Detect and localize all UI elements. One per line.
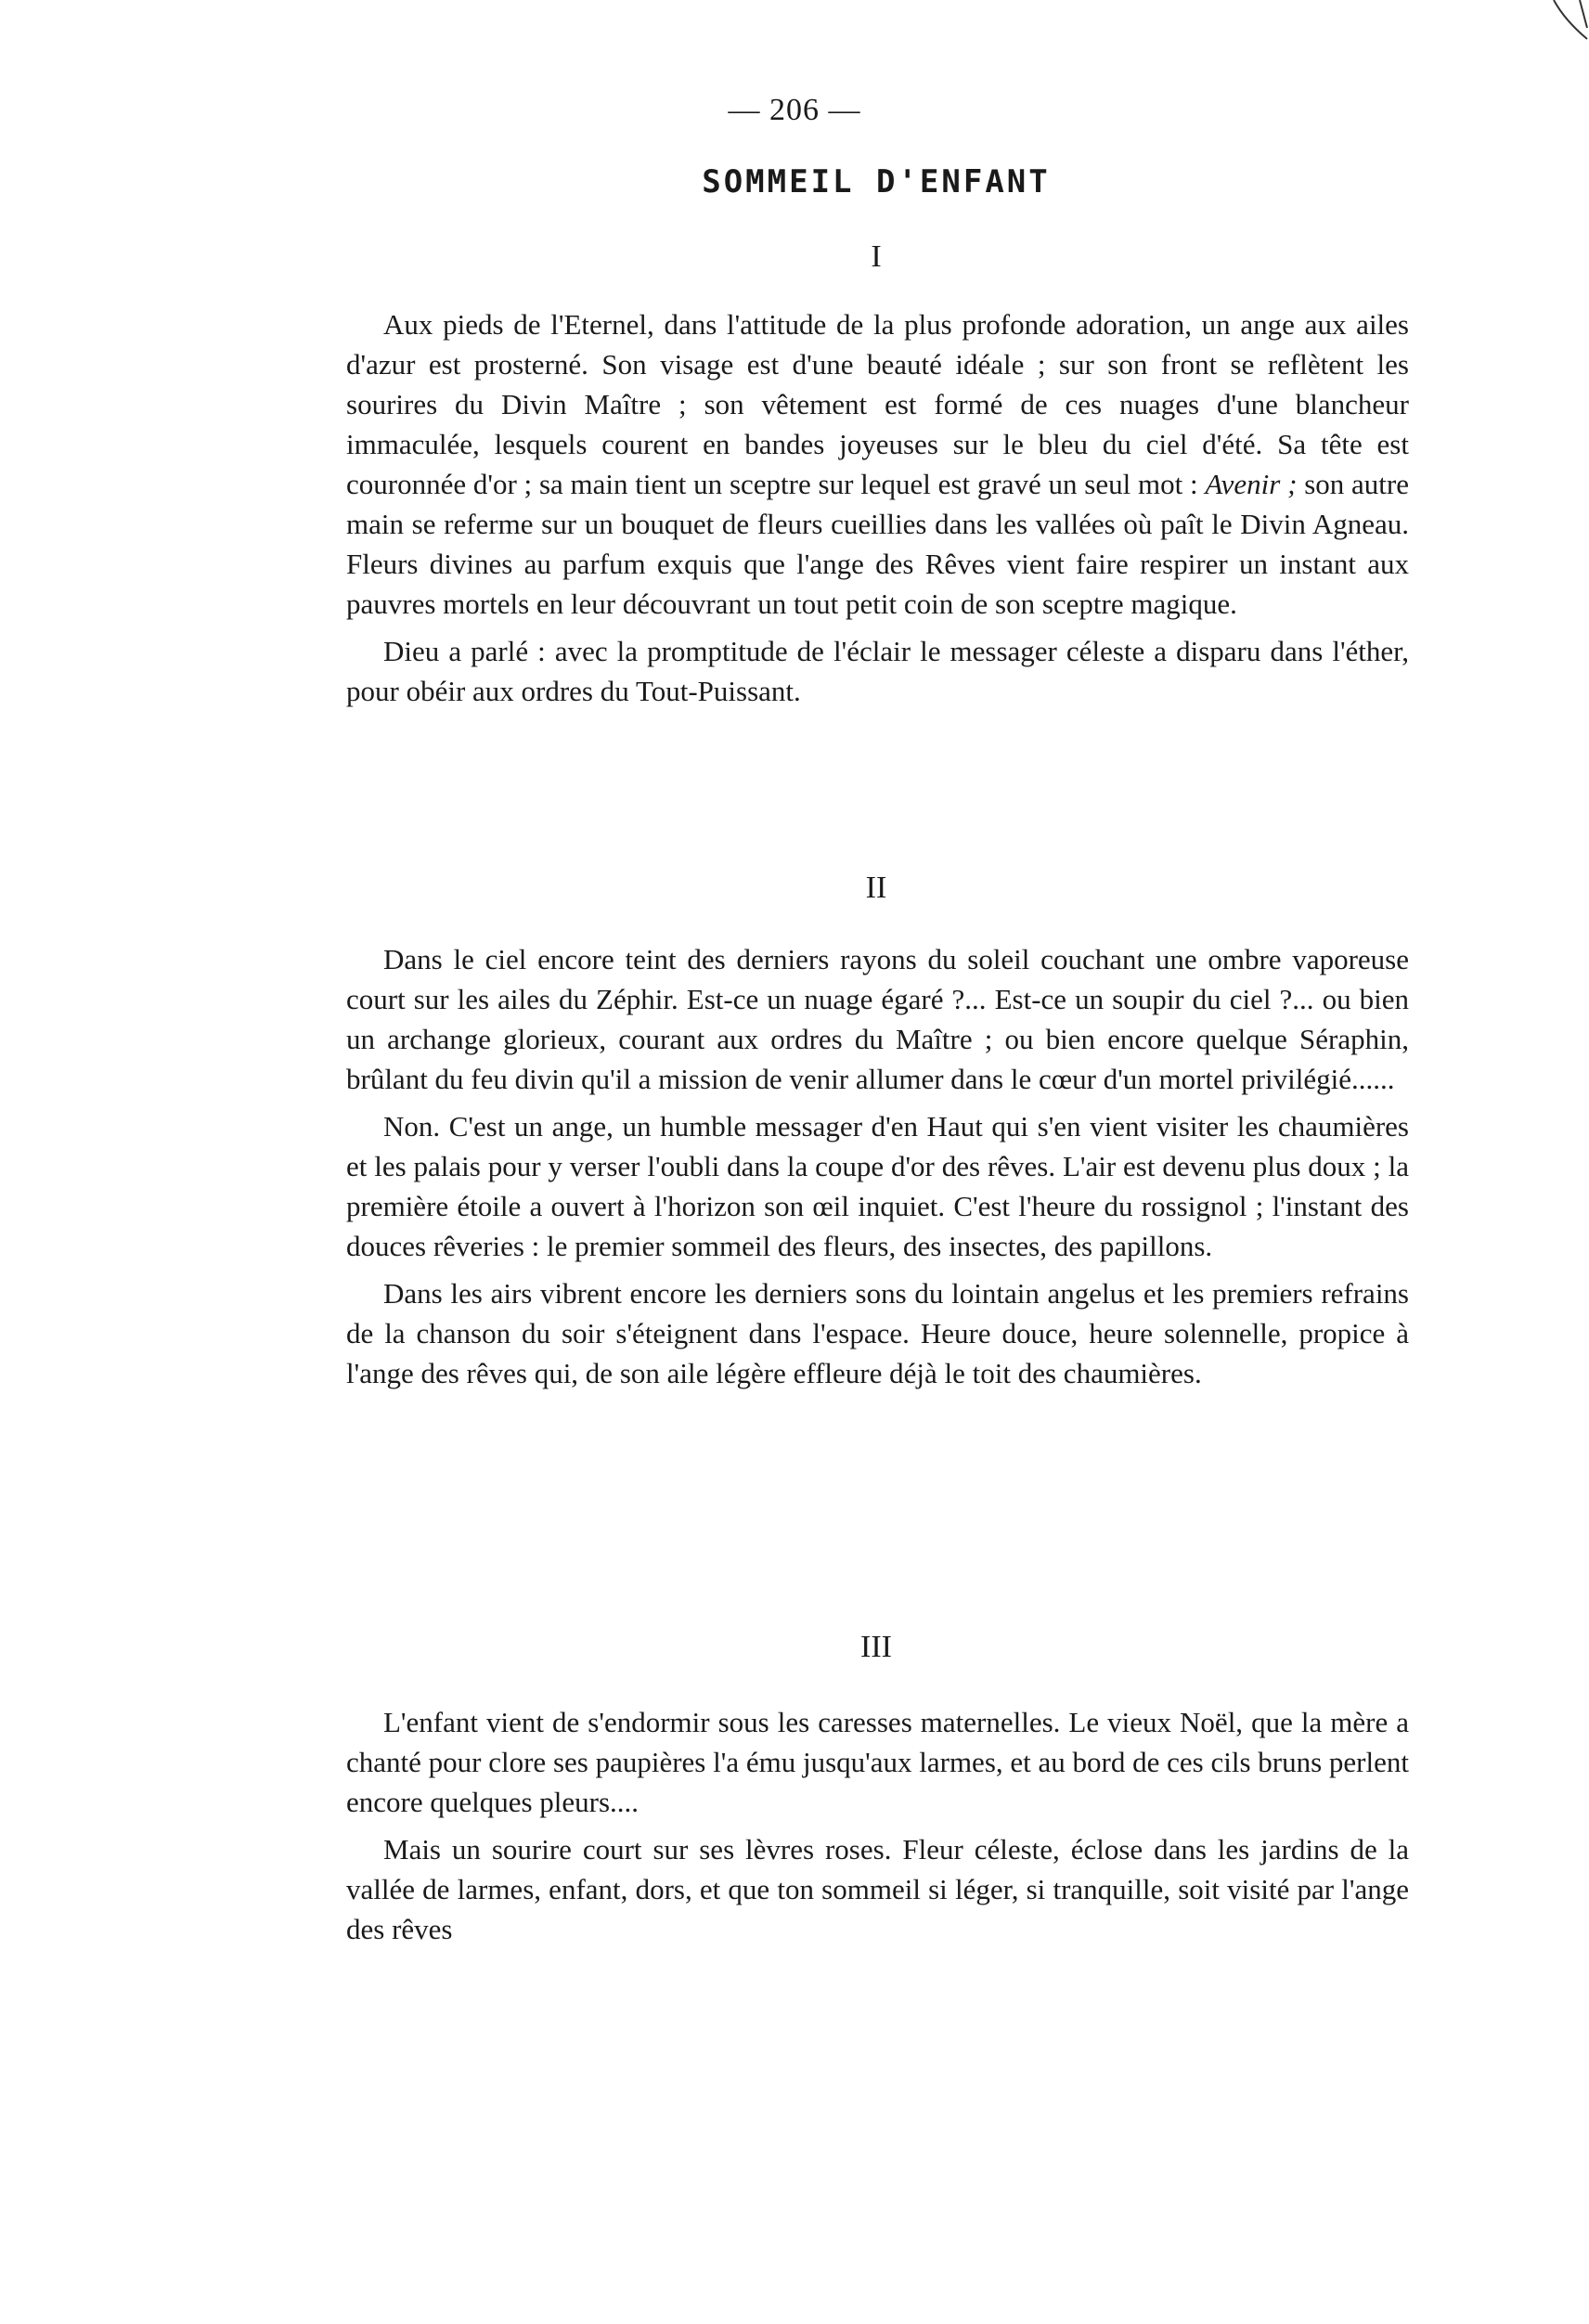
corner-crease-mark	[1533, 0, 1589, 56]
paragraph: L'enfant vient de s'endormir sous les caresses maternelles. Le vieux Noël, que la mère a chanté pour clore ses paupières l'a ému jusqu'aux larmes, et au bord de ces cils bruns perlent encore quelques pleurs....	[346, 1706, 1409, 1818]
emphasized-word: Avenir ;	[1205, 468, 1298, 500]
page-title: SOMMEIL D'ENFANT	[702, 163, 1051, 200]
paragraph: Dans les airs vibrent encore les derniers sons du lointain angelus et les premiers refrains de la chanson du soir s'éteignent dans l'espace. Heure douce, heure solennelle, propice à l'ange des rêves qui, de son aile légère effleure déjà le toit des chaumières.	[346, 1277, 1409, 1389]
page-number: — 206 —	[728, 93, 861, 127]
section-2-text	[346, 939, 1409, 1401]
section-numeral-1: I	[871, 239, 882, 274]
section-numeral-3: III	[860, 1630, 892, 1664]
section-3-text	[346, 1702, 1409, 1956]
paragraph: Mais un sourire court sur ses lèvres roses. Fleur céleste, éclose dans les jardins de la vallée de larmes, enfant, dors, et que ton sommeil si léger, si tranquille, soit visité par l'ange des rêves	[346, 1833, 1409, 1945]
paragraph: Dans le ciel encore teint des derniers rayons du soleil couchant une ombre vaporeuse court sur les ailes du Zéphir. Est-ce un nuage égaré ?... Est-ce un soupir du ciel ?... ou bien un archange glorieux, courant aux ordres du Maître ; ou bien encore quelque Séraphin, brûlant du feu divin qu'il a mission de venir allumer dans le cœur d'un mortel privilégié......	[346, 943, 1409, 1095]
paragraph: Dieu a parlé : avec la promptitude de l'éclair le messager céleste a disparu dans l'éther, pour obéir aux ordres du Tout-Puissant.	[346, 635, 1409, 707]
paragraph: Non. C'est un ange, un humble messager d'en Haut qui s'en vient visiter les chaumières et les palais pour y verser l'oubli dans la coupe d'or des rêves. L'air est devenu plus doux ; la première étoile a ouvert à l'horizon son œil inquiet. C'est l'heure du rossignol ; l'instant des douces rêveries : le premier sommeil des fleurs, des insectes, des papillons.	[346, 1110, 1409, 1262]
paragraph: Aux pieds de l'Eternel, dans l'attitude de la plus profonde adoration, un ange aux ailes d'azur est prosterné. Son visage est d'une beauté idéale ; sur son front se reflètent les sourires du Divin Maître ; son vêtement est formé de ces nuages d'une blancheur immaculée, lesquels courent en bandes joyeuses sur le bleu du ciel d'été. Sa tête est couronnée d'or ; sa main tient un sceptre sur lequel est gravé un seul mot : Avenir ; son autre main se referme sur un bouquet de fleurs cueillies dans les vallées où paît le Divin Agneau. Fleurs divines au parfum exquis que l'ange des Rêves vient faire respirer un instant aux pauvres mortels en leur découvrant un tout petit coin de son sceptre magique.	[346, 308, 1409, 620]
section-1-text	[346, 304, 1409, 718]
section-numeral-2: II	[865, 871, 887, 905]
